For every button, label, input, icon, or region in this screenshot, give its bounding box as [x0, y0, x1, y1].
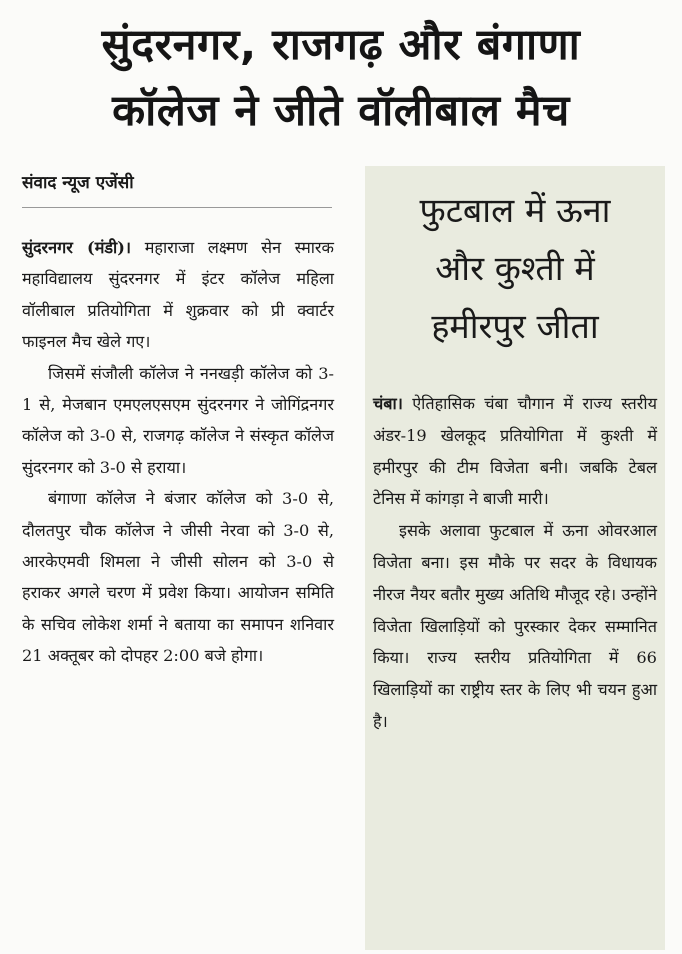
byline: संवाद न्यूज एजेंसी: [22, 170, 332, 208]
side-headline-line-1: फुटबाल में ऊना: [419, 191, 611, 231]
side-article-body: [373, 388, 657, 738]
side-article-paragraph-2: इसके अलावा फुटबाल में ऊना ओवरआल विजेता बना। इस मौके पर सदर के विधायक नीरज नैयर बतौर मुख्य अतिथि मौजूद रहे। उन्होंने विजेता खिलाड़ियों को पुरस्कार देकर सम्मानित किया। राज्य स्तरीय प्रतियोगिता में 66 खिलाड़ियों का राष्ट्रीय स्तर के लिए भी चयन हुआ है।: [373, 521, 657, 731]
side-article-dateline: चंबा।: [373, 394, 403, 413]
main-article-paragraph-3: बंगाणा कॉलेज ने बंजार कॉलेज को 3-0 से, दौलतपुर चौक कॉलेज ने जीसी नेरवा को 3-0 से, आरकेएमवी शिमला ने जीसी सोलन को 3-0 से हराकर अगले चरण में प्रवेश किया। आयोजन समिति के सचिव लोकेश शर्मा ने बताया का समापन शनिवार 21 अक्तूबर को दोपहर 2:00 बजे होगा।: [22, 489, 334, 666]
main-article-paragraph-1: [22, 232, 334, 358]
side-article-paragraph-1-text: ऐतिहासिक चंबा चौगान में राज्य स्तरीय अंडर-19 खेलकूद प्रतियोगिता में कुश्ती में हमीरपुर की टीम विजेता बनी। जबकि टेबल टेनिस में कांगड़ा ने बाजी मारी।: [373, 394, 657, 509]
side-article-paragraph-1: [373, 388, 657, 515]
side-article-headline: [365, 182, 665, 356]
main-article-paragraph-2: जिसमें संजौली कॉलेज ने ननखड़ी कॉलेज को 3-1 से, मेजबान एमएलएसएम सुंदरनगर ने जोगिंद्रनगर कॉलेज को 3-0 से, राजगढ़ कॉलेज ने संस्कृत कॉलेज सुंदरनगर को 3-0 से हराया।: [22, 363, 334, 477]
main-headline: [0, 12, 682, 144]
main-article-body: [22, 232, 334, 672]
side-headline-line-3: हमीरपुर जीता: [431, 307, 599, 347]
headline-line-1: सुंदरनगर, राजगढ़ और बंगाणा: [101, 20, 581, 70]
main-article-paragraph-1-text: महाराजा लक्ष्मण सेन स्मारक महाविद्यालय सुंदरनगर में इंटर कॉलेज महिला वॉलीबाल प्रतियोगिता में शुक्रवार को प्री क्वार्टर फाइनल मैच खेले गए।: [22, 238, 334, 352]
side-article-box: [365, 166, 665, 950]
side-headline-line-2: और कुश्ती में: [435, 249, 595, 289]
headline-line-2: कॉलेज ने जीते वॉलीबाल मैच: [112, 86, 570, 136]
main-article-dateline: सुंदरनगर (मंडी)।: [22, 238, 132, 257]
